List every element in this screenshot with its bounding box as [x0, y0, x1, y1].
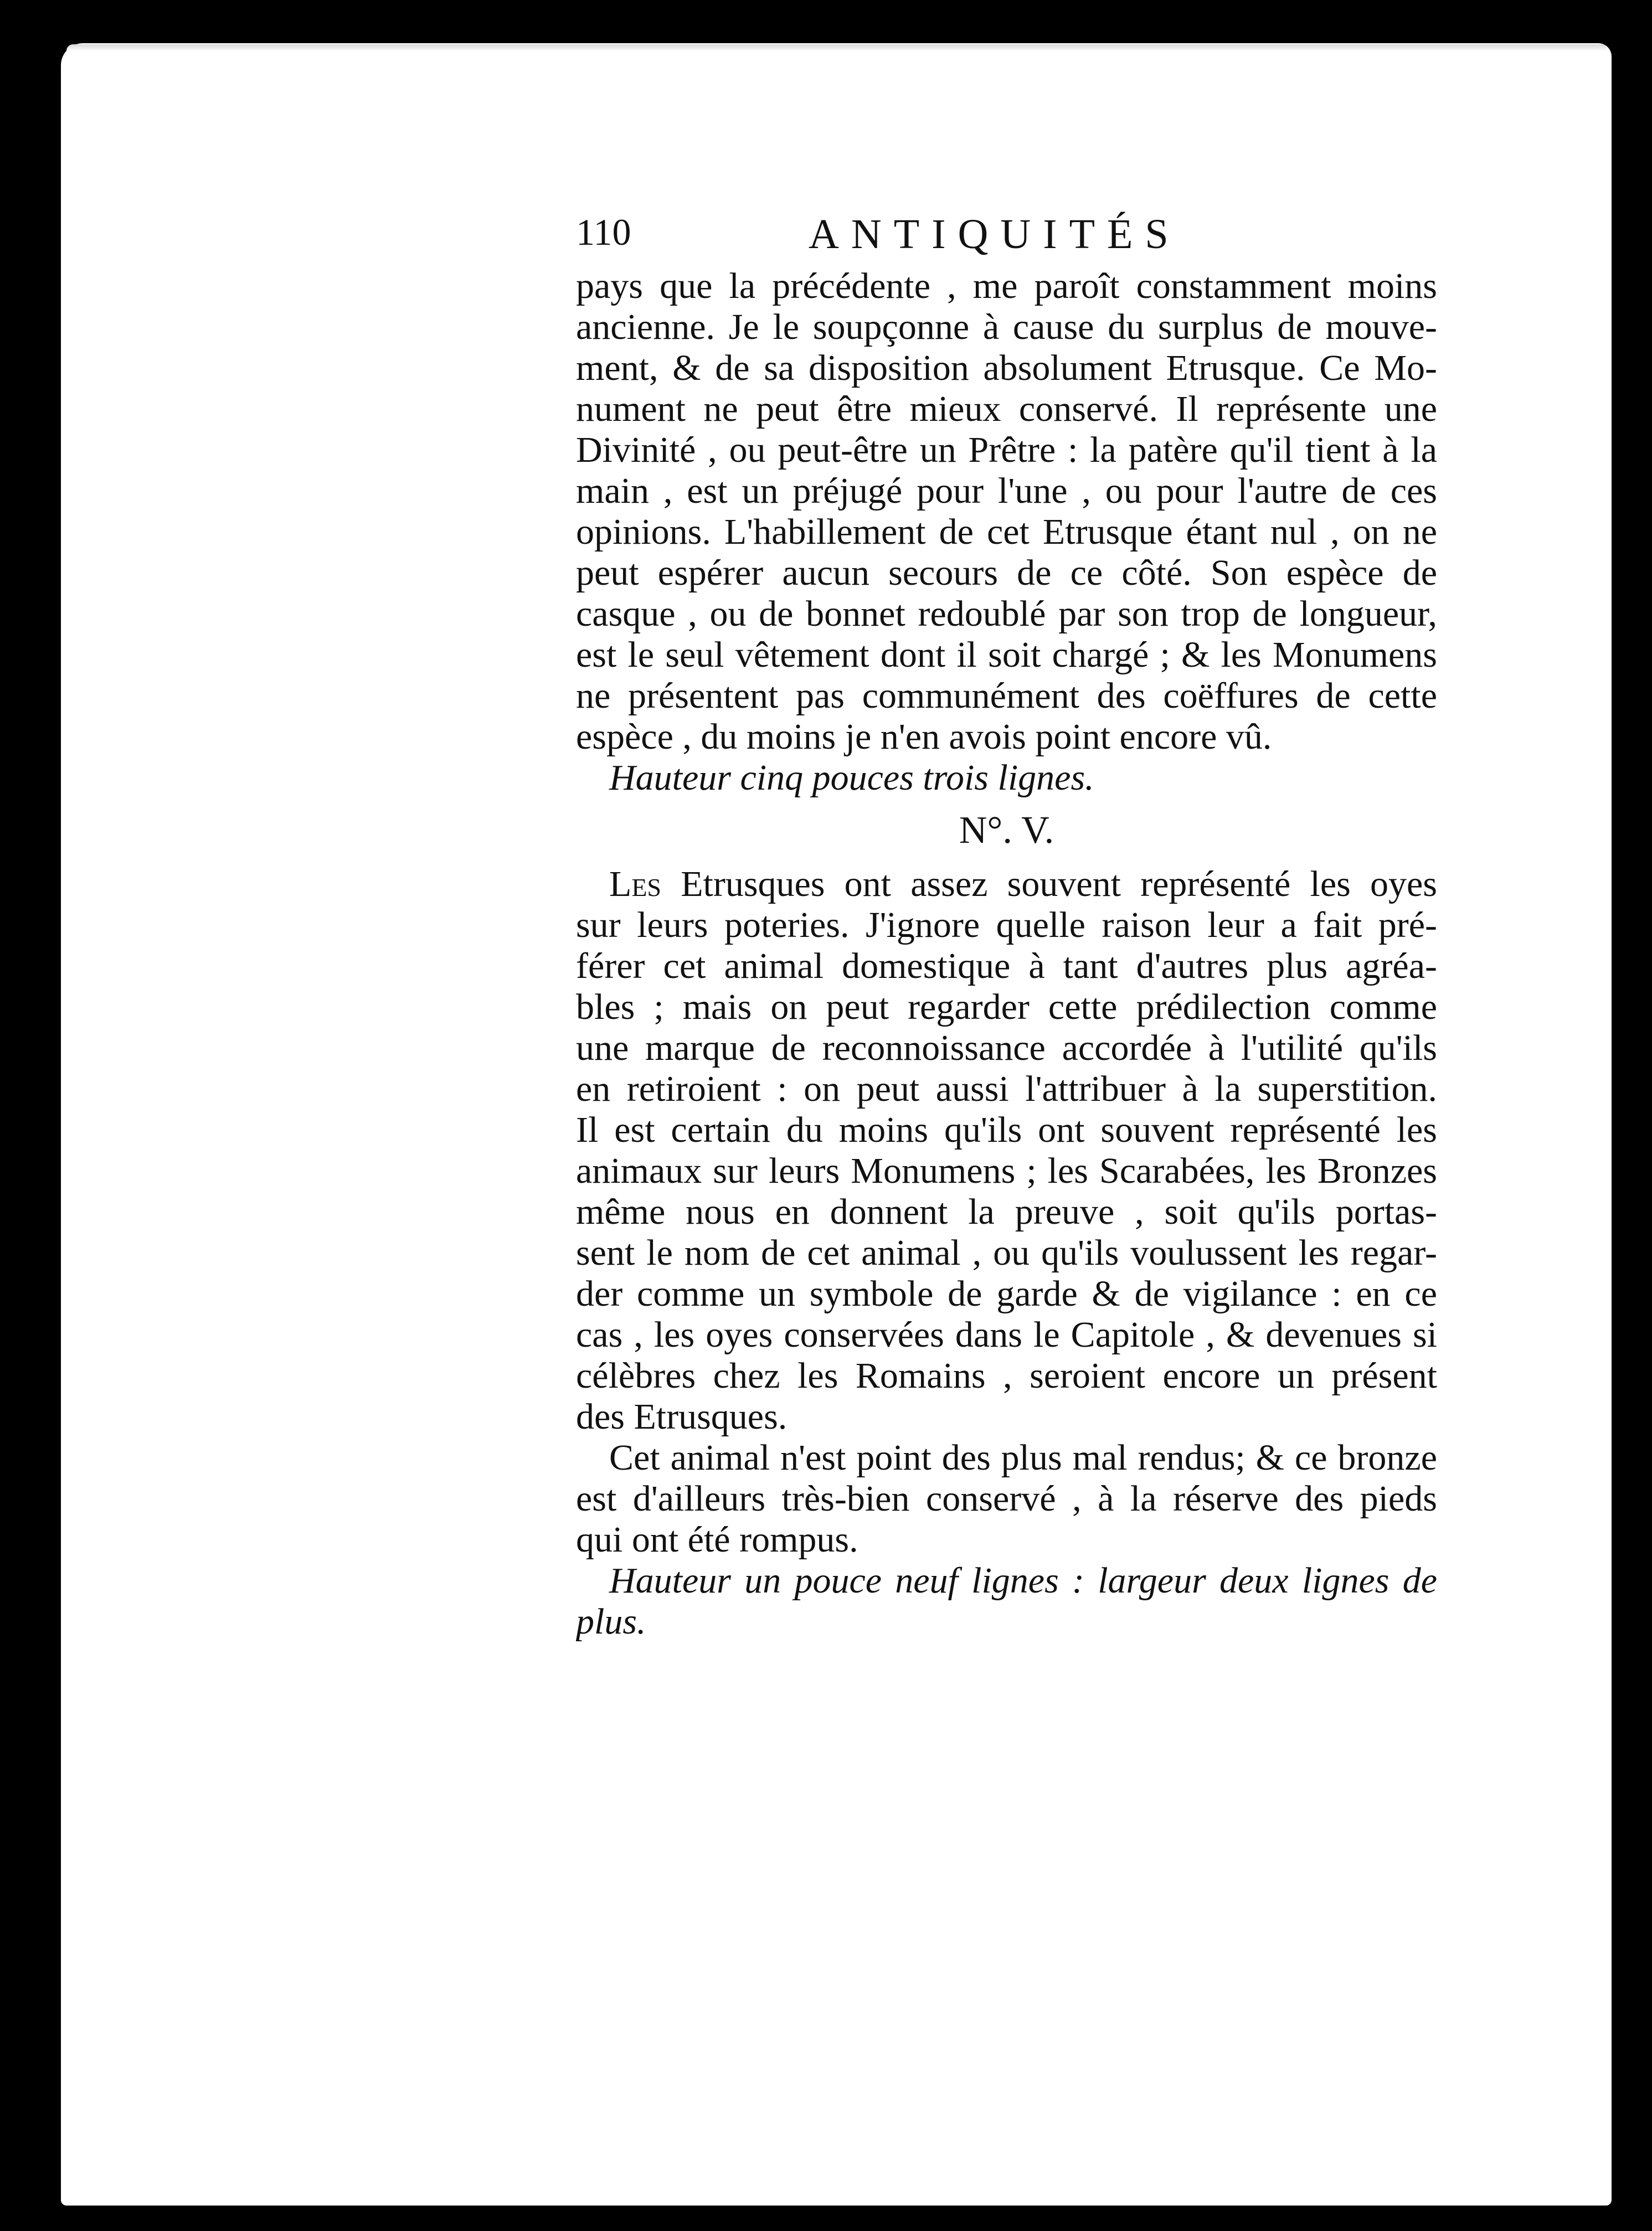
text-line: sur leurs poteries. J'ignore quelle raison leur a fait pré-: [576, 905, 1437, 945]
text-line: Divinité , ou peut-être un Prêtre : la patère qu'il tient à la: [576, 430, 1437, 470]
text-line: der comme un symbole de garde & de vigilance : en ce: [576, 1274, 1437, 1314]
text-line: ancienne. Je le soupçonne à cause du surplus de mouve-: [576, 307, 1437, 347]
text-line: ne présentent pas communément des coëffures de cette: [576, 676, 1437, 716]
section-title: N°. V.: [959, 809, 1054, 852]
measurement-note: Hauteur cinq pouces trois lignes.: [609, 758, 1094, 798]
text-line: célèbres chez les Romains , seroient encore un présent: [576, 1356, 1437, 1396]
text-line: Cet animal n'est point des plus mal rendus; & ce bronze: [609, 1437, 1437, 1478]
text-line: même nous en donnent la preuve , soit qu'ils portas-: [576, 1192, 1437, 1232]
text-line: cas , les oyes conservées dans le Capitole , & devenues si: [576, 1315, 1437, 1355]
page-edge: [66, 44, 1606, 51]
text-line: Il est certain du moins qu'ils ont souvent représenté les: [576, 1110, 1437, 1150]
text-line: une marque de reconnoissance accordée à l'utilité qu'ils: [576, 1028, 1437, 1068]
text-line: qui ont été rompus.: [576, 1519, 858, 1560]
text-line: ment, & de sa disposition absolument Etrusque. Ce Mo-: [576, 348, 1437, 388]
running-title: ANTIQUITÉS: [809, 211, 1181, 257]
lead-word: Les: [609, 864, 661, 904]
text-line: est le seul vêtement dont il soit chargé ; & les Monumens: [576, 635, 1437, 675]
text-line: Hauteur un pouce neuf lignes : largeur deux lignes de: [609, 1560, 1437, 1601]
text-line: pays que la précédente , me paroît constamment moins: [576, 266, 1437, 306]
text-line: opinions. L'habillement de cet Etrusque étant nul , on ne: [576, 512, 1437, 552]
text-line: des Etrusques.: [576, 1397, 788, 1437]
text-line: férer cet animal domestique à tant d'autres plus agréa-: [576, 946, 1437, 986]
text-line: sent le nom de cet animal , ou qu'ils voulussent les regar-: [576, 1233, 1437, 1273]
measurement-note-2: [576, 1560, 1437, 1642]
text-line: en retiroient : on peut aussi l'attribuer à la superstition.: [576, 1069, 1437, 1109]
text-line: animaux sur leurs Monumens ; les Scarabées, les Bronzes: [576, 1151, 1437, 1191]
page-number: 110: [576, 211, 631, 253]
text-line: plus.: [576, 1601, 646, 1642]
text-line: nument ne peut être mieux conservé. Il représente une: [576, 389, 1437, 429]
text-run: Etrusques ont assez souvent représenté les oyes: [661, 864, 1437, 904]
text-line: casque , ou de bonnet redoublé par son trop de longueur,: [576, 594, 1437, 634]
text-line: espèce , du moins je n'en avois point encore vû.: [576, 717, 1272, 757]
paragraph-1: [576, 266, 1437, 758]
text-line: peut espérer aucun secours de ce côté. Son espèce de: [576, 553, 1437, 593]
text-line: est d'ailleurs très-bien conservé , à la réserve des pieds: [576, 1478, 1437, 1519]
paragraph-2: [576, 864, 1437, 1437]
running-head: [576, 210, 1437, 266]
page-text: [576, 210, 1437, 1642]
text-line: bles ; mais on peut regarder cette prédilection comme: [576, 987, 1437, 1027]
paragraph-3: [576, 1437, 1437, 1560]
text-line: [576, 864, 1437, 905]
text-line: main , est un préjugé pour l'une , ou pour l'autre de ces: [576, 471, 1437, 511]
